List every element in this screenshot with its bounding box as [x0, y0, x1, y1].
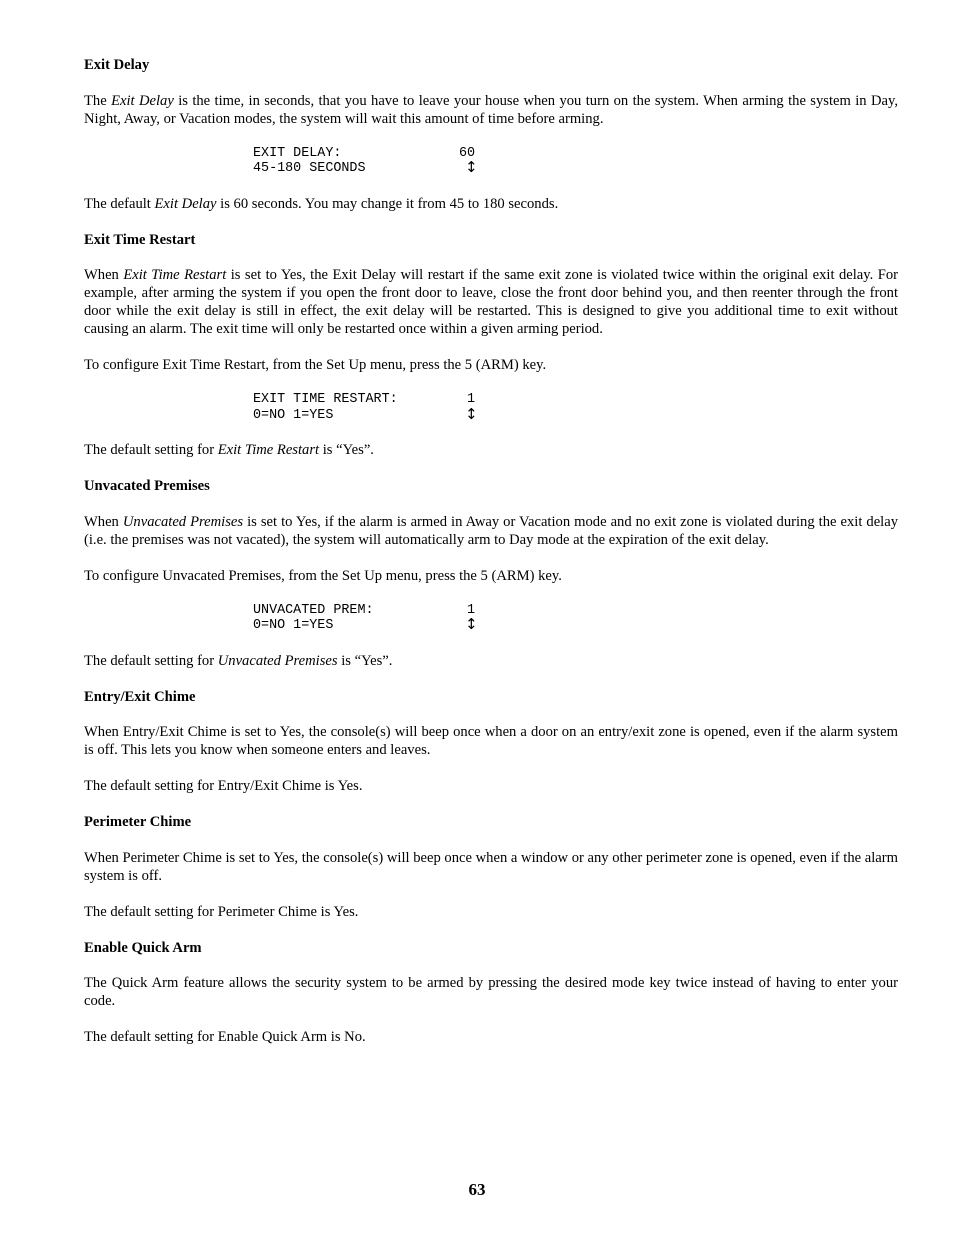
heading-entry-exit-chime: Entry/Exit Chime — [84, 689, 196, 705]
exit-time-restart-configure: To configure Exit Time Restart, from the Set Up menu, press the 5 (ARM) key. — [84, 357, 547, 373]
heading-exit-delay: Exit Delay — [84, 57, 150, 73]
exit-time-restart-description: When Exit Time Restart is set to Yes, the Exit Delay will restart if the same exit zone is violated twice within the original exit delay. For example, after arming the system if you open the front door to leave, close the front door behind you, and then reenter through the front door while the exit delay is still in effect, the exit delay will be restarted. This is designed to give you additional time to exit without causing an alarm. The exit time will only be restarted once within a given arming period. — [84, 267, 898, 337]
unvacated-premises-display-line1: UNVACATED PREM: — [253, 603, 374, 618]
perimeter-chime-description: When Perimeter Chime is set to Yes, the console(s) will beep once when a window or any other perimeter zone is opened, even if the alarm system is off. — [84, 850, 898, 884]
enable-quick-arm-default: The default setting for Enable Quick Arm is No. — [84, 1029, 366, 1045]
exit-time-restart-display-line1: EXIT TIME RESTART: — [253, 392, 398, 407]
heading-unvacated-premises: Unvacated Premises — [84, 478, 210, 494]
exit-delay-default: The default Exit Delay is 60 seconds. You may change it from 45 to 180 seconds. — [84, 196, 559, 212]
unvacated-premises-description: When Unvacated Premises is set to Yes, if the alarm is armed in Away or Vacation mode and no exit zone is violated during the exit delay (i.e. the premises was not vacated), the system will automatically arm to Day mode at the expiration of the exit delay. — [84, 514, 898, 548]
unvacated-premises-default: The default setting for Unvacated Premises is “Yes”. — [84, 653, 393, 669]
exit-delay-display-line2: 45-180 SECONDS — [253, 161, 366, 176]
unvacated-premises-display-line2: 0=NO 1=YES — [253, 618, 334, 633]
exit-delay-display-value: 60 — [459, 146, 476, 161]
up-down-arrow-icon: ↕ — [465, 405, 478, 423]
up-down-arrow-icon: ↕ — [465, 158, 478, 176]
perimeter-chime-default: The default setting for Perimeter Chime is Yes. — [84, 904, 359, 920]
unvacated-premises-display-value: 1 — [467, 603, 476, 618]
exit-time-restart-display-line2: 0=NO 1=YES — [253, 408, 334, 423]
heading-exit-time-restart: Exit Time Restart — [84, 232, 196, 248]
heading-perimeter-chime: Perimeter Chime — [84, 814, 192, 830]
heading-enable-quick-arm: Enable Quick Arm — [84, 940, 202, 956]
up-down-arrow-icon: ↕ — [465, 615, 478, 633]
unvacated-premises-configure: To configure Unvacated Premises, from the Set Up menu, press the 5 (ARM) key. — [84, 568, 562, 584]
exit-time-restart-default: The default setting for Exit Time Restart is “Yes”. — [84, 442, 374, 458]
entry-exit-chime-default: The default setting for Entry/Exit Chime is Yes. — [84, 778, 363, 794]
entry-exit-chime-description: When Entry/Exit Chime is set to Yes, the console(s) will beep once when a door on an entry/exit zone is opened, even if the alarm system is off. This lets you know when someone enters and leaves. — [84, 724, 898, 758]
exit-delay-display-line1: EXIT DELAY: — [253, 146, 342, 161]
enable-quick-arm-description: The Quick Arm feature allows the security system to be armed by pressing the desired mode key twice instead of having to enter your code. — [84, 975, 898, 1009]
exit-delay-description: The Exit Delay is the time, in seconds, that you have to leave your house when you turn on the system. When arming the system in Day, Night, Away, or Vacation modes, the system will wait this amount of time before arming. — [84, 93, 898, 127]
page-number: 63 — [468, 1180, 486, 1199]
exit-time-restart-display-value: 1 — [467, 392, 476, 407]
